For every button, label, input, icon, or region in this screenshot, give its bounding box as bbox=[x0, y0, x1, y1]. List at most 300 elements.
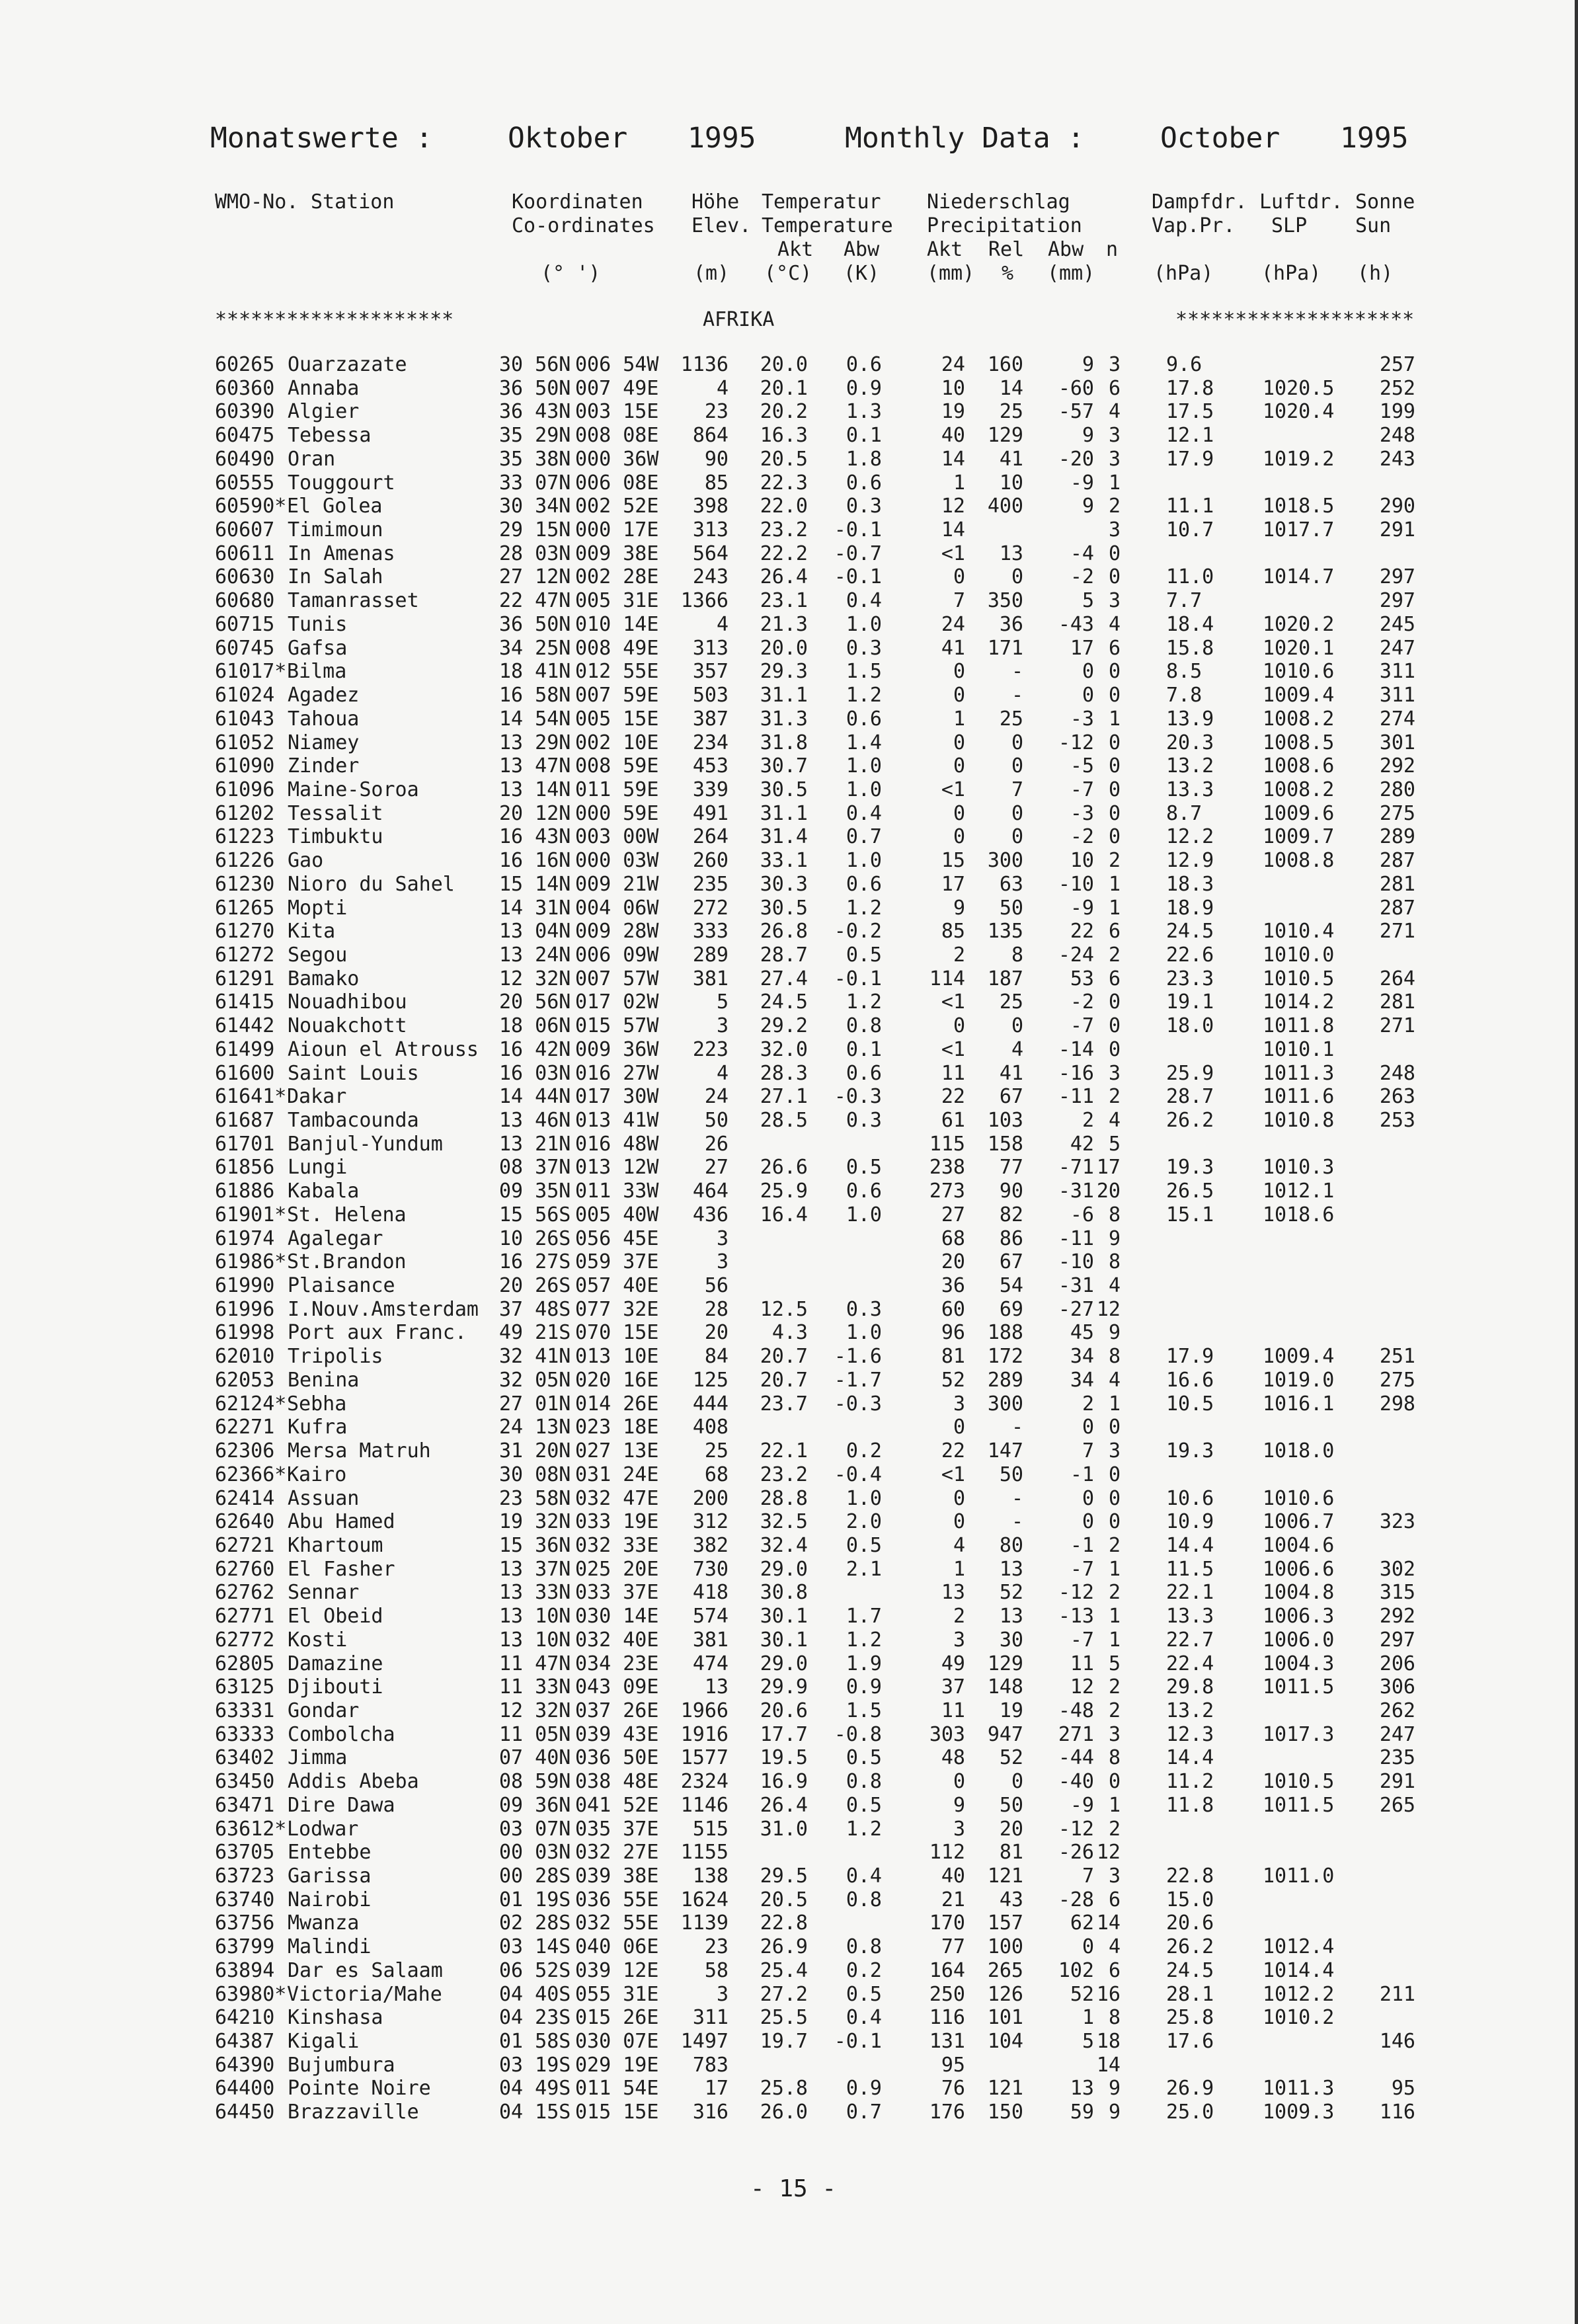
header-slp-de: Luftdr. bbox=[1259, 190, 1343, 214]
precip-akt: 303 bbox=[929, 1722, 965, 1746]
station-name: Timbuktu bbox=[288, 825, 383, 849]
precip-akt: 85 bbox=[941, 920, 965, 943]
table-row bbox=[0, 2006, 1578, 2030]
precip-akt: 17 bbox=[941, 872, 965, 896]
sea-level-pressure: 1011.3 bbox=[1263, 1061, 1335, 1085]
latitude: 34 25N bbox=[499, 636, 571, 660]
wmo-number: 61291 bbox=[215, 967, 275, 990]
temp-abw: 1.2 bbox=[846, 896, 882, 920]
precip-abw: -10 bbox=[1058, 872, 1094, 896]
precip-rel: 0 bbox=[1011, 1014, 1023, 1038]
latitude: 24 13N bbox=[499, 1416, 571, 1439]
station-name: Tunis bbox=[288, 612, 348, 636]
precip-rel: 0 bbox=[1011, 731, 1023, 754]
precip-abw: -1 bbox=[1070, 1533, 1094, 1557]
precip-abw: -9 bbox=[1070, 1793, 1094, 1817]
precip-rel: 0 bbox=[1011, 801, 1023, 825]
table-row bbox=[0, 1699, 1578, 1723]
sea-level-pressure: 1017.7 bbox=[1263, 518, 1335, 542]
latitude: 10 26S bbox=[499, 1226, 571, 1250]
station-name: Tambacounda bbox=[288, 1109, 419, 1132]
vapour-pressure: 15.1 bbox=[1166, 1203, 1214, 1226]
wmo-number: 64400 bbox=[215, 2077, 275, 2101]
sunshine: 291 bbox=[1379, 1770, 1415, 1794]
precip-days: 9 bbox=[1108, 1226, 1121, 1250]
precip-akt: 7 bbox=[953, 589, 965, 613]
precip-akt: 81 bbox=[941, 1345, 965, 1369]
longitude: 015 15E bbox=[575, 2101, 659, 2124]
precip-rel: 947 bbox=[987, 1722, 1023, 1746]
precip-rel: 41 bbox=[999, 447, 1023, 471]
precip-days: 4 bbox=[1108, 1368, 1121, 1392]
precip-days: 6 bbox=[1108, 1958, 1121, 1982]
elevation: 243 bbox=[692, 565, 729, 589]
precip-rel: 63 bbox=[999, 872, 1023, 896]
temp-abw: -0.8 bbox=[834, 1722, 882, 1746]
longitude: 015 57W bbox=[575, 1014, 659, 1038]
temp-abw: 0.6 bbox=[846, 353, 882, 376]
precip-akt: 115 bbox=[929, 1132, 965, 1156]
title-de-month: Oktober bbox=[508, 122, 628, 155]
precip-rel: 100 bbox=[987, 1935, 1023, 1959]
station-name: Touggourt bbox=[288, 471, 395, 495]
longitude: 036 55E bbox=[575, 1888, 659, 1911]
precip-akt: 1 bbox=[953, 471, 965, 495]
sea-level-pressure: 1010.6 bbox=[1263, 1486, 1335, 1510]
sea-level-pressure: 1010.0 bbox=[1263, 943, 1335, 967]
sunshine: 245 bbox=[1379, 612, 1415, 636]
vapour-pressure: 17.8 bbox=[1166, 376, 1214, 400]
precip-rel: 25 bbox=[999, 990, 1023, 1014]
elevation: 56 bbox=[704, 1274, 729, 1298]
sunshine: 235 bbox=[1379, 1746, 1415, 1770]
temp-abw: 1.5 bbox=[846, 1699, 882, 1722]
precip-akt: 4 bbox=[953, 1533, 965, 1557]
latitude: 30 08N bbox=[499, 1463, 571, 1486]
precip-abw: 22 bbox=[1070, 920, 1094, 943]
temp-abw: 0.8 bbox=[846, 1014, 882, 1038]
precip-days: 1 bbox=[1108, 1605, 1121, 1628]
precip-days: 0 bbox=[1108, 1037, 1121, 1061]
temp-abw: 0.5 bbox=[846, 943, 882, 967]
precip-akt: 0 bbox=[953, 565, 965, 589]
latitude: 13 04N bbox=[499, 920, 571, 943]
table-row bbox=[0, 495, 1578, 518]
header-vap-de: Dampfdr. bbox=[1152, 190, 1247, 214]
temp-akt: 32.4 bbox=[760, 1533, 808, 1557]
table-row bbox=[0, 2077, 1578, 2101]
header-elev-en: Elev. bbox=[691, 214, 752, 237]
section-stars-left: ******************** bbox=[215, 308, 454, 331]
precip-rel: 129 bbox=[987, 1652, 1023, 1675]
precip-abw: 12 bbox=[1070, 1675, 1094, 1699]
header-coord-en: Co-ordinates bbox=[512, 214, 655, 237]
precip-rel: 158 bbox=[987, 1132, 1023, 1156]
longitude: 008 08E bbox=[575, 424, 659, 448]
table-row bbox=[0, 1180, 1578, 1203]
elevation: 25 bbox=[704, 1439, 729, 1463]
latitude: 09 36N bbox=[499, 1793, 571, 1817]
precip-days: 9 bbox=[1108, 1321, 1121, 1345]
sunshine: 247 bbox=[1379, 1722, 1415, 1746]
elevation: 313 bbox=[692, 636, 729, 660]
precip-rel: 13 bbox=[999, 541, 1023, 565]
vapour-pressure: 12.1 bbox=[1166, 424, 1214, 448]
temp-akt: 31.8 bbox=[760, 731, 808, 754]
vapour-pressure: 26.9 bbox=[1166, 2077, 1214, 2101]
sea-level-pressure: 1009.4 bbox=[1263, 1345, 1335, 1369]
elevation: 2324 bbox=[680, 1770, 729, 1794]
sea-level-pressure: 1011.6 bbox=[1263, 1085, 1335, 1109]
sea-level-pressure: 1020.5 bbox=[1263, 376, 1335, 400]
longitude: 003 00W bbox=[575, 825, 659, 849]
table-row bbox=[0, 542, 1578, 566]
precip-days: 0 bbox=[1108, 1463, 1121, 1486]
latitude: 13 21N bbox=[499, 1132, 571, 1156]
elevation: 311 bbox=[692, 2006, 729, 2030]
station-name: Assuan bbox=[288, 1486, 360, 1510]
sea-level-pressure: 1018.6 bbox=[1263, 1203, 1335, 1226]
vapour-pressure: 22.8 bbox=[1166, 1864, 1214, 1888]
latitude: 14 44N bbox=[499, 1085, 571, 1109]
temp-akt: 26.6 bbox=[760, 1156, 808, 1180]
header-station: Station bbox=[311, 190, 395, 214]
table-row bbox=[0, 1558, 1578, 1582]
station-name: Agalegar bbox=[288, 1226, 383, 1250]
wmo-number: 61886 bbox=[215, 1180, 275, 1203]
temp-akt: 4.3 bbox=[771, 1321, 808, 1345]
station-name: Nioro du Sahel bbox=[288, 872, 455, 896]
precip-days: 3 bbox=[1108, 1439, 1121, 1463]
header-sun-de: Sonne bbox=[1355, 190, 1415, 214]
elevation: 4 bbox=[716, 1061, 729, 1085]
latitude: 06 52S bbox=[499, 1958, 571, 1982]
station-name: Combolcha bbox=[288, 1722, 395, 1746]
wmo-number: 62010 bbox=[215, 1345, 275, 1369]
wmo-number: 63331 bbox=[215, 1699, 275, 1722]
precip-akt: 40 bbox=[941, 1864, 965, 1888]
precip-abw: 9 bbox=[1082, 495, 1094, 518]
latitude: 00 03N bbox=[499, 1841, 571, 1864]
precip-abw: -6 bbox=[1070, 1203, 1094, 1226]
precip-abw: 2 bbox=[1082, 1392, 1094, 1416]
table-row bbox=[0, 1369, 1578, 1392]
precip-abw: -2 bbox=[1070, 990, 1094, 1014]
table-row bbox=[0, 1227, 1578, 1251]
table-row bbox=[0, 897, 1578, 920]
station-name: Pointe Noire bbox=[288, 2077, 431, 2101]
latitude: 27 12N bbox=[499, 565, 571, 589]
precip-rel: 86 bbox=[999, 1226, 1023, 1250]
precip-days: 0 bbox=[1108, 1770, 1121, 1794]
table-row bbox=[0, 565, 1578, 589]
wmo-number: 60680 bbox=[215, 589, 275, 613]
precip-days: 0 bbox=[1108, 731, 1121, 754]
station-name: Dire Dawa bbox=[288, 1793, 395, 1817]
table-row bbox=[0, 1298, 1578, 1322]
longitude: 039 12E bbox=[575, 1958, 659, 1982]
sunshine: 265 bbox=[1379, 1793, 1415, 1817]
temp-akt: 31.1 bbox=[760, 684, 808, 707]
precip-days: 4 bbox=[1108, 400, 1121, 424]
temp-akt: 31.3 bbox=[760, 707, 808, 731]
wmo-number: 61499 bbox=[215, 1037, 275, 1061]
sunshine: 292 bbox=[1379, 754, 1415, 778]
temp-abw: 2.1 bbox=[846, 1557, 882, 1581]
latitude: 33 07N bbox=[499, 471, 571, 495]
longitude: 034 23E bbox=[575, 1652, 659, 1675]
vapour-pressure: 19.3 bbox=[1166, 1156, 1214, 1180]
sea-level-pressure: 1010.8 bbox=[1263, 1109, 1335, 1132]
sea-level-pressure: 1010.6 bbox=[1263, 660, 1335, 684]
vapour-pressure: 18.0 bbox=[1166, 1014, 1214, 1038]
latitude: 29 15N bbox=[499, 518, 571, 542]
precip-abw: -12 bbox=[1058, 1581, 1094, 1605]
latitude: 13 24N bbox=[499, 943, 571, 967]
sea-level-pressure: 1019.2 bbox=[1263, 447, 1335, 471]
latitude: 20 26S bbox=[499, 1274, 571, 1298]
station-name: Mersa Matruh bbox=[288, 1439, 431, 1463]
table-row bbox=[0, 920, 1578, 943]
precip-rel: 25 bbox=[999, 400, 1023, 424]
precip-abw: -7 bbox=[1070, 1557, 1094, 1581]
table-row bbox=[0, 1983, 1578, 2007]
precip-akt: 77 bbox=[941, 1935, 965, 1959]
temp-abw: 0.9 bbox=[846, 2077, 882, 2101]
temp-abw: -0.1 bbox=[834, 2030, 882, 2054]
station-name: Gao bbox=[288, 849, 324, 873]
temp-abw: 1.8 bbox=[846, 447, 882, 471]
precip-rel: 7 bbox=[1011, 778, 1023, 801]
station-name: Sennar bbox=[288, 1581, 360, 1605]
table-row bbox=[0, 1841, 1578, 1864]
table-row bbox=[0, 1534, 1578, 1558]
precip-rel: 19 bbox=[999, 1699, 1023, 1722]
precip-rel: 126 bbox=[987, 1982, 1023, 2006]
station-name: Tripolis bbox=[288, 1345, 383, 1369]
temp-abw: 1.0 bbox=[846, 849, 882, 873]
wmo-number: 61223 bbox=[215, 825, 275, 849]
latitude: 19 32N bbox=[499, 1510, 571, 1534]
wmo-number: 62053 bbox=[215, 1368, 275, 1392]
header-precip-rel: Rel bbox=[988, 238, 1025, 261]
precip-akt: 250 bbox=[929, 1982, 965, 2006]
temp-akt: 20.0 bbox=[760, 353, 808, 376]
header-temp-akt: Akt bbox=[777, 238, 814, 261]
sunshine: 248 bbox=[1379, 424, 1415, 448]
precip-days: 6 bbox=[1108, 1888, 1121, 1911]
elevation: 234 bbox=[692, 731, 729, 754]
sunshine: 315 bbox=[1379, 1581, 1415, 1605]
elevation: 1136 bbox=[680, 353, 729, 376]
precip-akt: 96 bbox=[941, 1321, 965, 1345]
sunshine: 247 bbox=[1379, 636, 1415, 660]
latitude: 36 50N bbox=[499, 612, 571, 636]
elevation: 1916 bbox=[680, 1722, 729, 1746]
longitude: 027 13E bbox=[575, 1439, 659, 1463]
table-row bbox=[0, 1675, 1578, 1699]
station-name: Victoria/Mahe bbox=[287, 1982, 442, 2006]
temp-abw: 2.0 bbox=[846, 1510, 882, 1534]
temp-abw: 1.7 bbox=[846, 1605, 882, 1628]
precip-abw: -7 bbox=[1070, 1628, 1094, 1652]
sea-level-pressure: 1010.5 bbox=[1263, 967, 1335, 990]
table-row bbox=[0, 1085, 1578, 1109]
elevation: 730 bbox=[692, 1557, 729, 1581]
longitude: 009 36W bbox=[575, 1037, 659, 1061]
section-stars-right: ******************** bbox=[1175, 308, 1415, 331]
temp-akt: 28.5 bbox=[760, 1109, 808, 1132]
precip-days: 0 bbox=[1108, 541, 1121, 565]
precip-abw: 34 bbox=[1070, 1345, 1094, 1369]
wmo-number: 60715 bbox=[215, 612, 275, 636]
precip-akt: 41 bbox=[941, 636, 965, 660]
header-precip-unit-akt: (mm) bbox=[927, 262, 975, 285]
precip-abw: -10 bbox=[1058, 1250, 1094, 1274]
latitude: 35 38N bbox=[499, 447, 571, 471]
temp-akt: 27.2 bbox=[760, 1982, 808, 2006]
longitude: 017 30W bbox=[575, 1085, 659, 1109]
station-name: Damazine bbox=[288, 1652, 383, 1675]
temp-abw: 0.3 bbox=[846, 1109, 882, 1132]
table-row bbox=[0, 400, 1578, 424]
latitude: 15 56S bbox=[499, 1203, 571, 1226]
longitude: 025 20E bbox=[575, 1557, 659, 1581]
precip-days: 5 bbox=[1108, 1652, 1121, 1675]
precip-rel: 50 bbox=[999, 896, 1023, 920]
temp-akt: 32.0 bbox=[760, 1037, 808, 1061]
precip-rel: 121 bbox=[987, 1864, 1023, 1888]
precip-rel: 150 bbox=[987, 2101, 1023, 2124]
precip-rel: 20 bbox=[999, 1817, 1023, 1841]
table-row bbox=[0, 802, 1578, 826]
station-name: Gondar bbox=[288, 1699, 360, 1722]
elevation: 313 bbox=[692, 518, 729, 542]
vapour-pressure: 7.8 bbox=[1166, 684, 1203, 707]
temp-abw: 0.3 bbox=[846, 1297, 882, 1321]
sunshine: 280 bbox=[1379, 778, 1415, 801]
elevation: 381 bbox=[692, 967, 729, 990]
precip-akt: 24 bbox=[941, 353, 965, 376]
latitude: 13 33N bbox=[499, 1581, 571, 1605]
station-name: Dar es Salaam bbox=[288, 1958, 443, 1982]
header-elev-unit: (m) bbox=[693, 262, 730, 285]
precip-days: 3 bbox=[1108, 447, 1121, 471]
longitude: 008 49E bbox=[575, 636, 659, 660]
temp-abw: -0.2 bbox=[834, 920, 882, 943]
sea-level-pressure: 1020.4 bbox=[1263, 400, 1335, 424]
header-sun-unit: (h) bbox=[1357, 262, 1394, 285]
wmo-number: 62721 bbox=[215, 1533, 275, 1557]
latitude: 36 43N bbox=[499, 400, 571, 424]
table-row bbox=[0, 873, 1578, 897]
precip-abw: -4 bbox=[1070, 541, 1094, 565]
latitude: 32 41N bbox=[499, 1345, 571, 1369]
sea-level-pressure: 1008.5 bbox=[1263, 731, 1335, 754]
wmo-number: 61856 bbox=[215, 1156, 275, 1180]
sea-level-pressure: 1006.7 bbox=[1263, 1510, 1335, 1534]
precip-rel: 13 bbox=[999, 1605, 1023, 1628]
precip-days: 2 bbox=[1108, 495, 1121, 518]
precip-abw: -12 bbox=[1058, 1817, 1094, 1841]
precip-rel: 289 bbox=[987, 1368, 1023, 1392]
precip-days: 5 bbox=[1108, 1132, 1121, 1156]
sea-level-pressure: 1009.6 bbox=[1263, 801, 1335, 825]
temp-akt: 29.5 bbox=[760, 1864, 808, 1888]
precip-rel: 82 bbox=[999, 1203, 1023, 1226]
longitude: 009 21W bbox=[575, 872, 659, 896]
sea-level-pressure: 1020.1 bbox=[1263, 636, 1335, 660]
vapour-pressure: 13.2 bbox=[1166, 1699, 1214, 1722]
precip-abw: -3 bbox=[1070, 707, 1094, 731]
precip-akt: 2 bbox=[953, 943, 965, 967]
elevation: 26 bbox=[704, 1132, 729, 1156]
vapour-pressure: 19.3 bbox=[1166, 1439, 1214, 1463]
precip-abw: -9 bbox=[1070, 471, 1094, 495]
precip-abw: 7 bbox=[1082, 1864, 1094, 1888]
wmo-number: 61090 bbox=[215, 754, 275, 778]
header-temp-en: Temperature bbox=[762, 214, 893, 237]
longitude: 011 59E bbox=[575, 778, 659, 801]
precip-rel: 25 bbox=[999, 707, 1023, 731]
temp-abw: 1.2 bbox=[846, 1628, 882, 1652]
latitude: 03 14S bbox=[499, 1935, 571, 1959]
table-row bbox=[0, 754, 1578, 778]
vapour-pressure: 18.3 bbox=[1166, 872, 1214, 896]
vapour-pressure: 17.9 bbox=[1166, 1345, 1214, 1369]
elevation: 289 bbox=[692, 943, 729, 967]
precip-rel: 41 bbox=[999, 1061, 1023, 1085]
precip-rel: 4 bbox=[1011, 1037, 1023, 1061]
title-de-label: Monatswerte : bbox=[210, 122, 433, 155]
table-row bbox=[0, 1321, 1578, 1345]
temp-akt: 22.3 bbox=[760, 471, 808, 495]
longitude: 013 41W bbox=[575, 1109, 659, 1132]
header-slp-unit: (hPa) bbox=[1261, 262, 1322, 285]
wmo-number: 60611 bbox=[215, 541, 275, 565]
precip-rel: 14 bbox=[999, 376, 1023, 400]
station-name: Khartoum bbox=[288, 1533, 383, 1557]
precip-abw: -2 bbox=[1070, 825, 1094, 849]
precip-days: 17 bbox=[1096, 1156, 1121, 1180]
wmo-number: 61990 bbox=[215, 1274, 275, 1298]
precip-days: 6 bbox=[1108, 376, 1121, 400]
precip-rel: 36 bbox=[999, 612, 1023, 636]
station-name: Ouarzazate bbox=[288, 353, 407, 376]
latitude: 23 58N bbox=[499, 1486, 571, 1510]
precip-abw: 1 bbox=[1082, 2006, 1094, 2030]
longitude: 017 02W bbox=[575, 990, 659, 1014]
title-de-year: 1995 bbox=[688, 122, 756, 155]
latitude: 16 16N bbox=[499, 849, 571, 873]
temp-abw: 0.7 bbox=[846, 2101, 882, 2124]
latitude: 27 01N bbox=[499, 1392, 571, 1416]
elevation: 491 bbox=[692, 801, 729, 825]
sunshine: 271 bbox=[1379, 1014, 1415, 1038]
station-name: Oran bbox=[288, 447, 336, 471]
temp-abw: 0.5 bbox=[846, 1793, 882, 1817]
station-name: Segou bbox=[288, 943, 348, 967]
precip-rel: 172 bbox=[987, 1345, 1023, 1369]
vapour-pressure: 18.4 bbox=[1166, 612, 1214, 636]
temp-akt: 30.5 bbox=[760, 896, 808, 920]
table-row bbox=[0, 377, 1578, 401]
elevation: 864 bbox=[692, 424, 729, 448]
temp-akt: 20.5 bbox=[760, 447, 808, 471]
elevation: 27 bbox=[704, 1156, 729, 1180]
precip-days: 0 bbox=[1108, 1486, 1121, 1510]
latitude: 36 50N bbox=[499, 376, 571, 400]
